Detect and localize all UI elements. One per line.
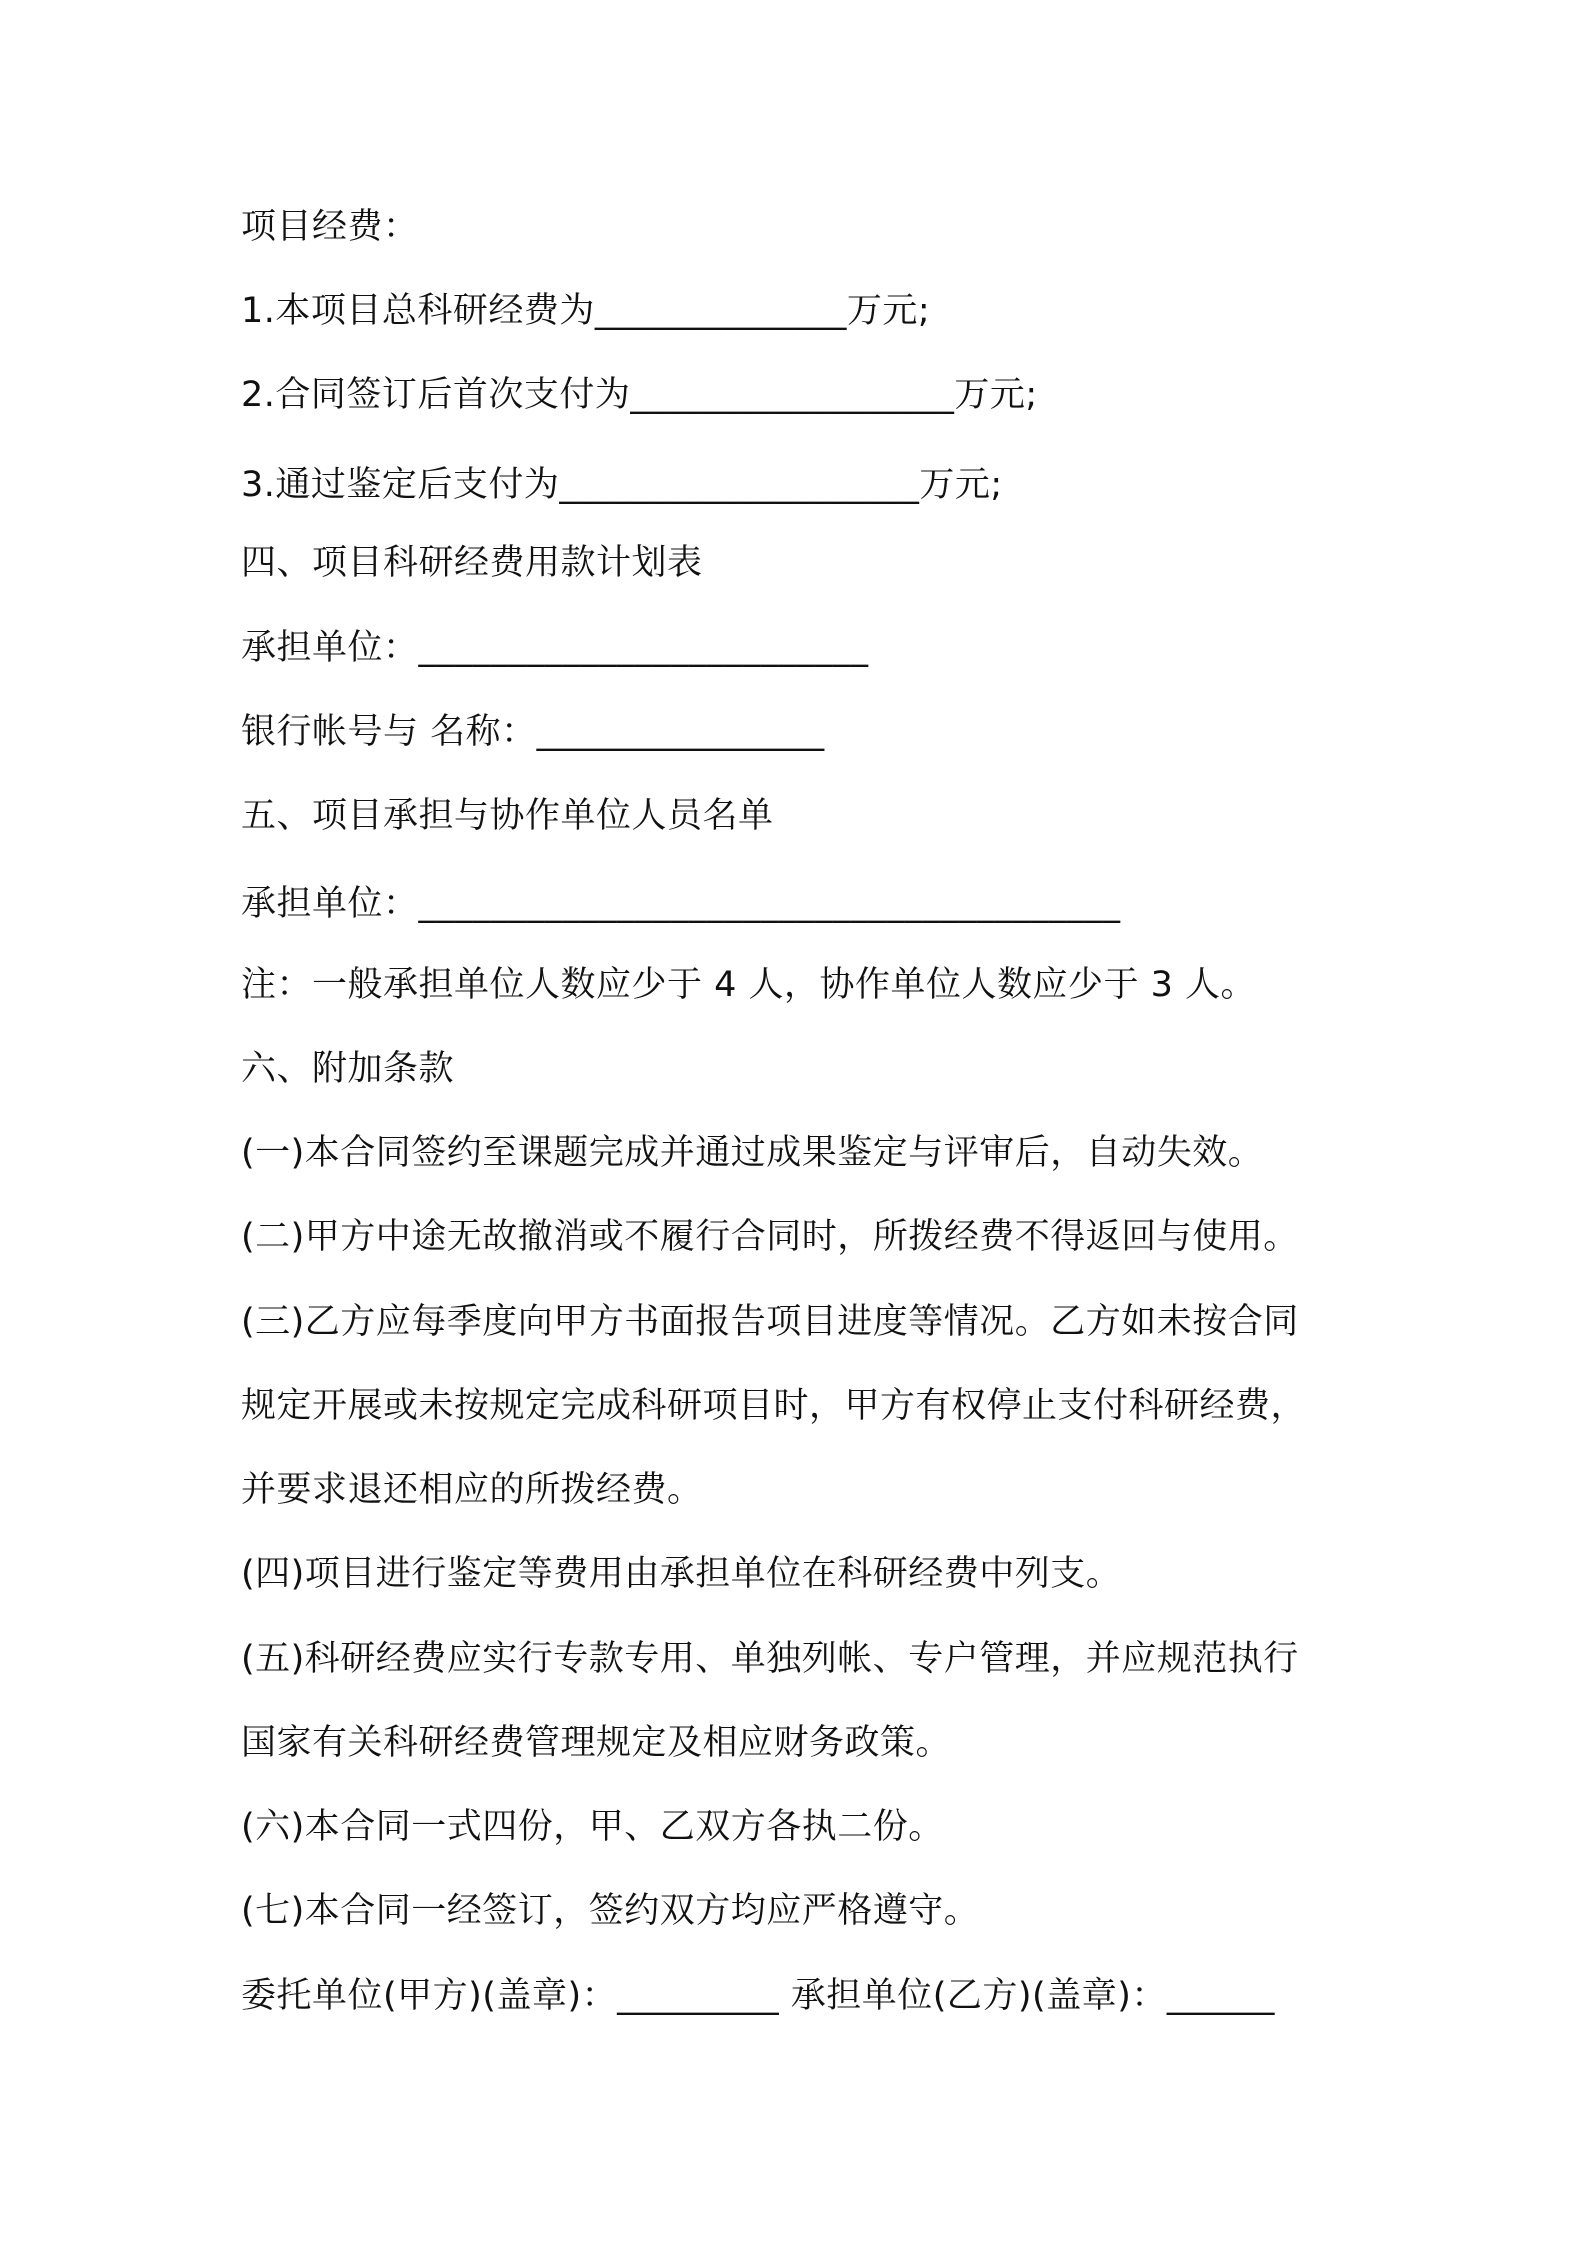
clause-5-line-1: (五)科研经费应实行专款专用、单独列帐、专户管理，并应规范执行 (241, 1639, 1299, 1679)
clause-7: (七)本合同一经签订，签约双方均应严格遵守。 (241, 1891, 980, 1931)
funding-final-payment-line: 3.通过鉴定后支付为____________________万元; (241, 465, 1003, 505)
section-heading-funding: 项目经费： (241, 207, 419, 247)
clause-4: (四)项目进行鉴定等费用由承担单位在科研经费中列支。 (241, 1554, 1122, 1594)
clause-3-line-3: 并要求退还相应的所拨经费。 (241, 1470, 703, 1510)
clause-5-line-2: 国家有关科研经费管理规定及相应财务政策。 (241, 1723, 952, 1763)
bank-account-line: 银行帐号与 名称：________________ (241, 712, 825, 752)
section-heading-5: 五、项目承担与协作单位人员名单 (241, 796, 774, 836)
section-heading-6: 六、附加条款 (241, 1049, 455, 1089)
clause-3-line-1: (三)乙方应每季度向甲方书面报告项目进度等情况。乙方如未按合同 (241, 1302, 1299, 1342)
undertaking-unit-line: 承担单位：_________________________ (241, 628, 869, 668)
funding-first-payment-line: 2.合同签订后首次支付为__________________万元; (241, 375, 1038, 415)
clause-1: (一)本合同签约至课题完成并通过成果鉴定与评审后，自动失效。 (241, 1133, 1264, 1173)
section-heading-4: 四、项目科研经费用款计划表 (241, 543, 703, 583)
note-line: 注：一般承担单位人数应少于 4 人，协作单位人数应少于 3 人。 (241, 965, 1257, 1005)
undertaking-unit-line-2: 承担单位：_______________________________________ (241, 884, 1121, 924)
clause-2: (二)甲方中途无故撤消或不履行合同时，所拨经费不得返回与使用。 (241, 1217, 1299, 1257)
funding-total-line: 1.本项目总科研经费为______________万元; (241, 291, 931, 331)
signature-line: 委托单位(甲方)(盖章)：_________ 承担单位(乙方)(盖章)：______ (241, 1976, 1275, 2016)
clause-3-line-2: 规定开展或未按规定完成科研项目时，甲方有权停止支付科研经费， (241, 1386, 1307, 1426)
clause-6: (六)本合同一式四份，甲、乙双方各执二份。 (241, 1807, 944, 1847)
